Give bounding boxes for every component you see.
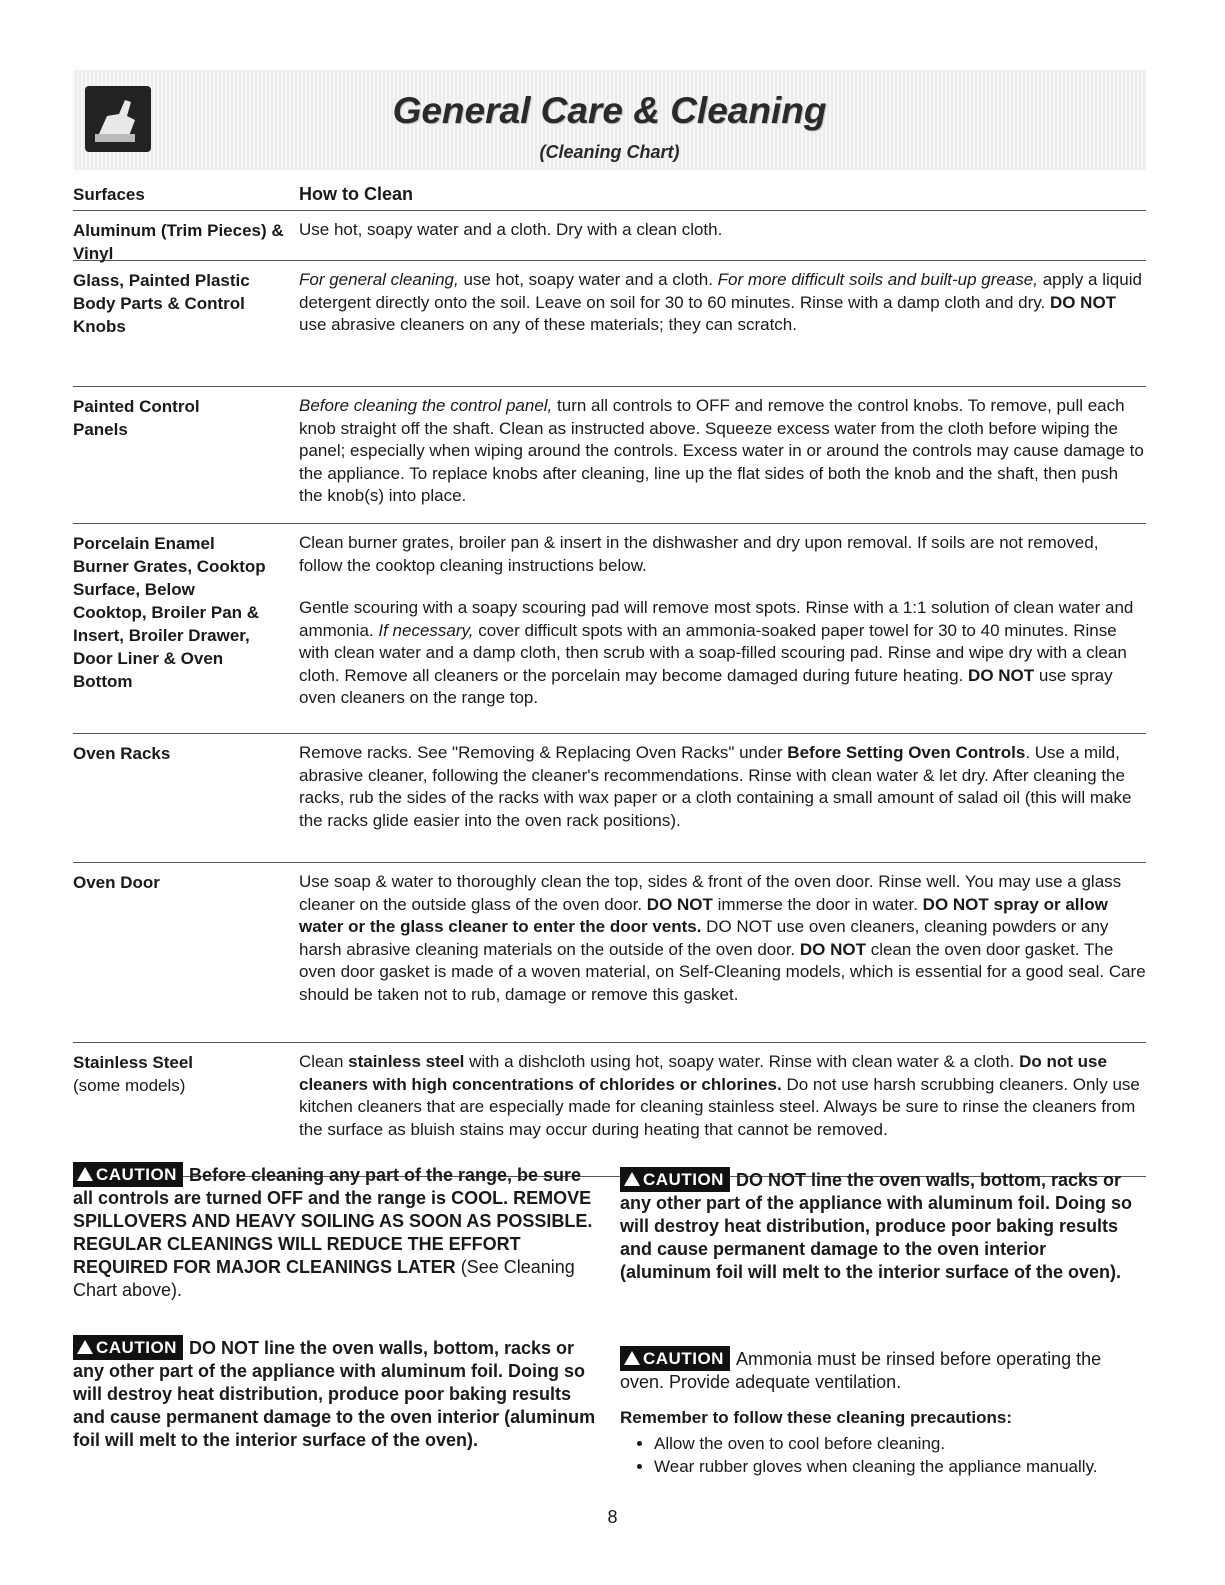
how-bold: DO NOT xyxy=(968,665,1035,685)
how-cell xyxy=(299,269,1146,386)
caution-block-ammonia xyxy=(620,1346,1140,1394)
caution-badge xyxy=(73,1335,183,1360)
caution-label: CAUTION xyxy=(643,1170,724,1189)
how-italic: For more difficult soils and built-up grease, xyxy=(717,270,1038,289)
how-text: use spray oven cleaners on the range top. xyxy=(299,665,1113,707)
page-number: 8 xyxy=(607,1507,618,1527)
table-row xyxy=(73,524,1146,734)
page-subtitle: (Cleaning Chart) xyxy=(539,142,680,162)
caution-label: CAUTION xyxy=(643,1349,724,1368)
column-header-surfaces: Surfaces xyxy=(73,184,145,204)
table-row xyxy=(73,211,1146,261)
caution-block-foil-left xyxy=(73,1335,603,1452)
page-title: General Care & Cleaning xyxy=(392,90,827,131)
column-header-how-to-clean: How to Clean xyxy=(299,183,414,204)
how-cell xyxy=(299,742,1146,862)
warning-triangle-icon xyxy=(624,1351,640,1365)
how-text: apply a liquid detergent directly onto the soil. Leave on soil for 30 to 60 minutes. Rinse with a damp cloth and dry. xyxy=(299,270,1142,312)
how-cell xyxy=(299,395,1146,523)
surface-cell: Oven Racks xyxy=(73,744,171,763)
caution-label: CAUTION xyxy=(96,1165,177,1184)
surface-cell xyxy=(73,1051,299,1176)
caution-label: CAUTION xyxy=(96,1338,177,1357)
how-italic: If necessary, xyxy=(378,620,474,640)
header-banner xyxy=(73,70,1146,170)
how-bold: DO NOT spray or allow water or the glass cleaner to enter the door vents. xyxy=(299,894,1108,936)
list-item: • Wear rubber gloves when cleaning the appliance manually. xyxy=(654,1455,1160,1478)
table-header-row xyxy=(73,178,1146,211)
table-row xyxy=(73,1043,1146,1177)
caution-text: Ammonia must be rinsed before operating the oven. Provide adequate ventilation. xyxy=(620,1349,1102,1392)
how-text: with a dishcloth using hot, soapy water. Rinse with clean water & a cloth. xyxy=(464,1052,1020,1071)
surface-cell: Porcelain Enamel Burner Grates, Cooktop Surface, Below Cooktop, Broiler Pan & Insert, Broiler Drawer, Door Liner & Oven Bottom xyxy=(73,534,266,691)
how-text: Use soap & water to thoroughly clean the top, sides & front of the oven door. Rinse well. You may use a glass cleaner on the outside glass of the oven door. xyxy=(299,872,1122,914)
how-text: Do not use harsh scrubbing cleaners. Only use kitchen cleaners that are especially made for cleaning stainless steel. Always be sure to rinse the cleaners from the surface as bluish stains may occur during heating that cannot be removed. xyxy=(299,1074,1140,1139)
surface-note: (some models) xyxy=(73,1076,186,1095)
how-paragraph xyxy=(299,597,1146,710)
caution-badge xyxy=(620,1346,730,1371)
surface-name: Stainless Steel xyxy=(73,1053,194,1072)
how-italic: For general cleaning, xyxy=(299,270,459,289)
how-text: . Use a mild, abrasive cleaner, following the cleaner's recommendations. Rinse with clean water & let dry. After cleaning the racks, rub the sides of the racks with wax paper or a cloth containing a small amount of salad oil (this will make the racks glide easier into the oven rack positions). xyxy=(299,743,1132,830)
how-text: cover difficult spots with an ammonia-soaked paper towel for 30 to 40 minutes. Rinse with clean water and a damp cloth, then scrub with a soap-filled scouring pad. Rinse and wipe dry with a clean cloth. Remove all cleaners or the porcelain may become damaged during future heating. xyxy=(299,620,1127,685)
caution-text: Before cleaning any part of the range, be sure all controls are turned OFF and the range is COOL. REMOVE SPILLOVERS AND HEAVY SOILING AS SOON AS POSSIBLE. REGULAR CLEANINGS WILL REDUCE THE EFFORT REQUIRED FOR MAJOR CLEANINGS LATER xyxy=(73,1165,593,1277)
warning-triangle-icon xyxy=(77,1167,93,1181)
how-text: use abrasive cleaners on any of these materials; they can scratch. xyxy=(299,315,797,334)
how-bold: DO NOT xyxy=(646,894,713,914)
how-cell xyxy=(299,871,1146,1042)
how-text: Gentle scouring with a soapy scouring pad will remove most spots. Rinse with a 1:1 solution of clean water and ammonia. xyxy=(299,598,1134,640)
cleaning-chart-table xyxy=(73,178,1146,1177)
table-row xyxy=(73,734,1146,863)
how-italic: Before cleaning the control panel, xyxy=(299,396,553,415)
caution-badge xyxy=(620,1167,730,1192)
table-row xyxy=(73,261,1146,387)
how-text: Clean xyxy=(299,1052,349,1071)
surface-cell: Oven Door xyxy=(73,873,160,892)
caution-badge xyxy=(73,1162,183,1187)
surface-cell: Aluminum (Trim Pieces) & Vinyl xyxy=(73,221,284,263)
warning-triangle-icon xyxy=(624,1172,640,1186)
precautions-section xyxy=(620,1408,1160,1478)
table-row xyxy=(73,387,1146,524)
how-text: immerse the door in water. xyxy=(712,894,923,914)
list-item: • Allow the oven to cool before cleaning. xyxy=(654,1432,1160,1455)
warning-triangle-icon xyxy=(77,1340,93,1354)
how-bold: Before Setting Oven Controls xyxy=(787,743,1026,762)
how-cell: Use hot, soapy water and a cloth. Dry with a clean cloth. xyxy=(299,220,723,239)
how-cell xyxy=(299,1051,1146,1176)
how-bold: Do not use cleaners with high concentrations of chlorides or chlorines. xyxy=(299,1052,1107,1094)
how-bold: DO NOT xyxy=(799,939,866,959)
how-text: turn all controls to OFF and remove the control knobs. To remove, pull each knob straight off the shaft. Clean as instructed above. Squeeze excess water from the cloth before wiping the panel; especially when wiping around the controls. Excess water in or around the controls may cause damage to the appliance. To replace knobs after cleaning, line up the flat sides of both the knob and the shaft, then push the knob(s) into place. xyxy=(299,396,1144,505)
how-cell xyxy=(299,532,1146,733)
how-text: clean the oven door gasket. The oven door gasket is made of a woven material, on Self-Cleaning models, which is essential for a good seal. Care should be taken not to rub, damage or remove this gasket. xyxy=(299,939,1146,1004)
caution-text: DO NOT line the oven walls, bottom, racks or any other part of the appliance with aluminum foil. Doing so will destroy heat distribution, produce poor baking results and cause permanent damage to the oven interior (aluminum foil will melt to the interior surface of the oven). xyxy=(73,1338,596,1450)
how-paragraph: Clean burner grates, broiler pan & insert in the dishwasher and dry upon removal. If soils are not removed, follow the cooktop cleaning instructions below. xyxy=(299,533,1099,575)
surface-cell: Glass, Painted Plastic Body Parts & Control Knobs xyxy=(73,271,250,336)
how-text: Remove racks. See "Removing & Replacing Oven Racks" under xyxy=(299,743,788,762)
caution-block-foil-right xyxy=(620,1167,1140,1284)
caution-text: DO NOT line the oven walls, bottom, racks or any other part of the appliance with aluminum foil. Doing so will destroy heat distribution, produce poor baking results and cause permanent damage to the oven interior (aluminum foil will melt to the interior surface of the oven). xyxy=(620,1170,1133,1282)
caution-text-plain: (See Cleaning Chart above). xyxy=(73,1257,575,1300)
how-bold: stainless steel xyxy=(348,1052,465,1071)
caution-block-spillovers xyxy=(73,1162,603,1302)
how-bold: DO NOT xyxy=(1049,292,1117,312)
precautions-heading: Remember to follow these cleaning precautions: xyxy=(620,1408,1013,1427)
how-text: use hot, soapy water and a cloth. xyxy=(458,270,718,289)
precautions-list xyxy=(620,1432,1160,1478)
table-row xyxy=(73,863,1146,1043)
how-text: DO NOT use oven cleaners, cleaning powders or any harsh abrasive cleaning materials on the outside of the oven door. xyxy=(299,917,1109,959)
surface-cell: Painted Control Panels xyxy=(73,397,200,439)
